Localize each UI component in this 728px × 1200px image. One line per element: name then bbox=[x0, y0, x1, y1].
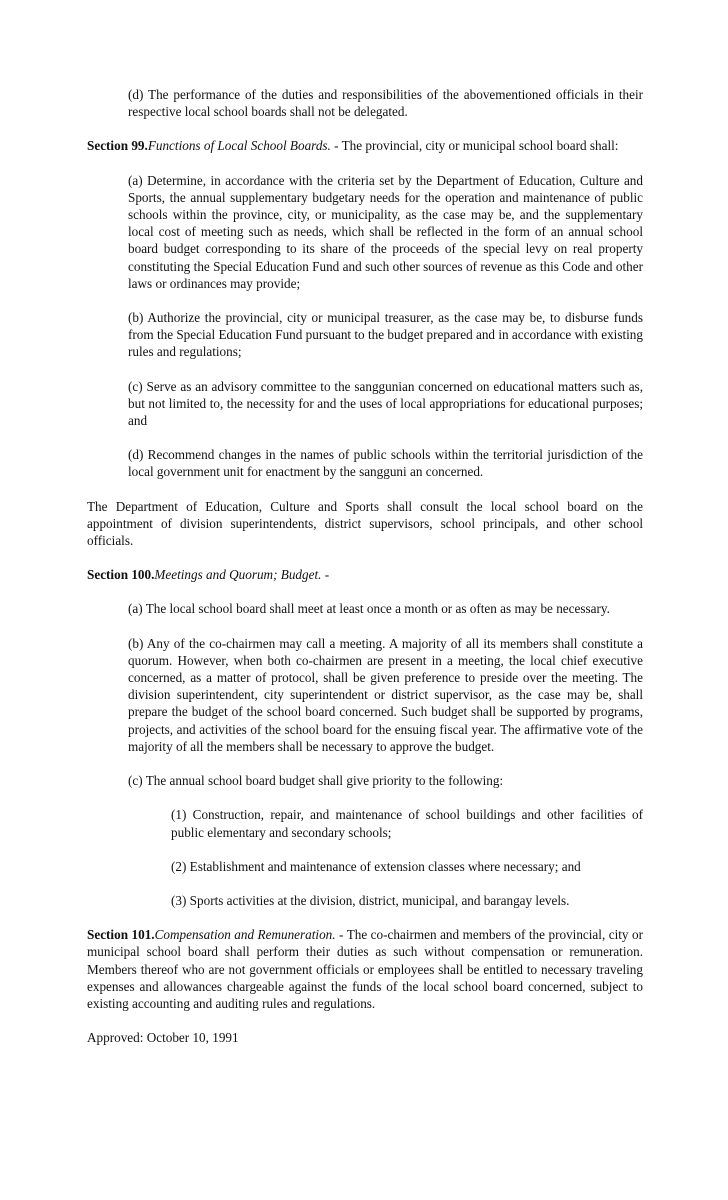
section-99-title: Functions of Local School Boards. bbox=[147, 138, 331, 154]
section-100-dash: - bbox=[321, 567, 330, 583]
section-99-item-a: (a) Determine, in accordance with the criteria set by the Department of Education, Culture and Sports, the annual supplementary budgetary needs for the operation and maintenance of public schools within the province, city, or municipality, as the case may be, and the supplementary local cost of meeting such as needs, which shall be reflected in the form of an annual school board budget corresponding to its share of the proceeds of the special levy on real property constituting the Special Education Fund and such other sources of revenue as this Code and other laws or ordinances may provide; bbox=[128, 172, 643, 291]
document-page bbox=[87, 86, 643, 1063]
section-100-heading bbox=[87, 566, 643, 583]
section-99-number: Section 99. bbox=[87, 138, 148, 154]
deped-consultation-paragraph: The Department of Education, Culture and Sports shall consult the local school board on the appointment of division superintendents, district supervisors, school principals, and other school officials. bbox=[87, 498, 643, 549]
section-99-item-c: (c) Serve as an advisory committee to the sanggunian concerned on educational matters such as, but not limited to, the necessity for and the uses of local appropriations for educational purposes; and bbox=[128, 378, 643, 429]
section-100-item-a: (a) The local school board shall meet at least once a month or as often as may be necessary. bbox=[128, 601, 610, 617]
section-101-title: Compensation and Remuneration. bbox=[154, 927, 336, 943]
section-100-item-b: (b) Any of the co-chairmen may call a meeting. A majority of all its members shall constitute a quorum. However, when both co-chairmen are present in a meeting, the local chief executive concerned, as a matter of protocol, shall be given preference to preside over the meeting. The division superintendent, city superintendent or district supervisor, as the case may be, shall prepare the budget of the school board concerned. Such budget shall be supported by programs, projects, and activities of the school board for the ensuing fiscal year. The affirmative vote of the majority of all the members shall be necessary to approve the budget. bbox=[128, 635, 643, 754]
paragraph-section98-d: (d) The performance of the duties and responsibilities of the abovementioned officials in their respective local school boards shall not be delegated. bbox=[128, 87, 643, 120]
section-100-item-c1: (1) Construction, repair, and maintenance of school buildings and other facilities of public elementary and secondary schools; bbox=[171, 807, 643, 840]
section-100-title: Meetings and Quorum; Budget. bbox=[154, 567, 322, 583]
approval-date: Approved: October 10, 1991 bbox=[87, 1030, 239, 1046]
section-100-item-c: (c) The annual school board budget shall give priority to the following: bbox=[128, 773, 504, 789]
section-101-number: Section 101. bbox=[87, 927, 155, 943]
section-99-intro: - The provincial, city or municipal school board shall: bbox=[330, 138, 619, 154]
section-99-item-b: (b) Authorize the provincial, city or municipal treasurer, as the case may be, to disburse funds from the Special Education Fund pursuant to the budget prepared and in accordance with existing rules and regulations; bbox=[128, 310, 643, 360]
section-99-item-d: (d) Recommend changes in the names of public schools within the territorial jurisdiction of the local government unit for enactment by the sangguni an concerned. bbox=[128, 447, 643, 480]
section-101-paragraph bbox=[87, 926, 643, 1012]
section-100-item-c3: (3) Sports activities at the division, district, municipal, and barangay levels. bbox=[171, 892, 570, 908]
section-100-item-c2: (2) Establishment and maintenance of extension classes where necessary; and bbox=[171, 858, 581, 874]
section-99-heading bbox=[87, 137, 643, 154]
section-101-body: - The co-chairmen and members of the provincial, city or municipal school board shall perform their duties as such without compensation or remuneration. Members thereof who are not government officials or employees shall be entitled to necessary traveling expenses and allowances chargeable against the funds of the local school board concerned, subject to existing accounting and auditing rules and regulations. bbox=[87, 927, 643, 1011]
section-100-number: Section 100. bbox=[87, 567, 155, 583]
